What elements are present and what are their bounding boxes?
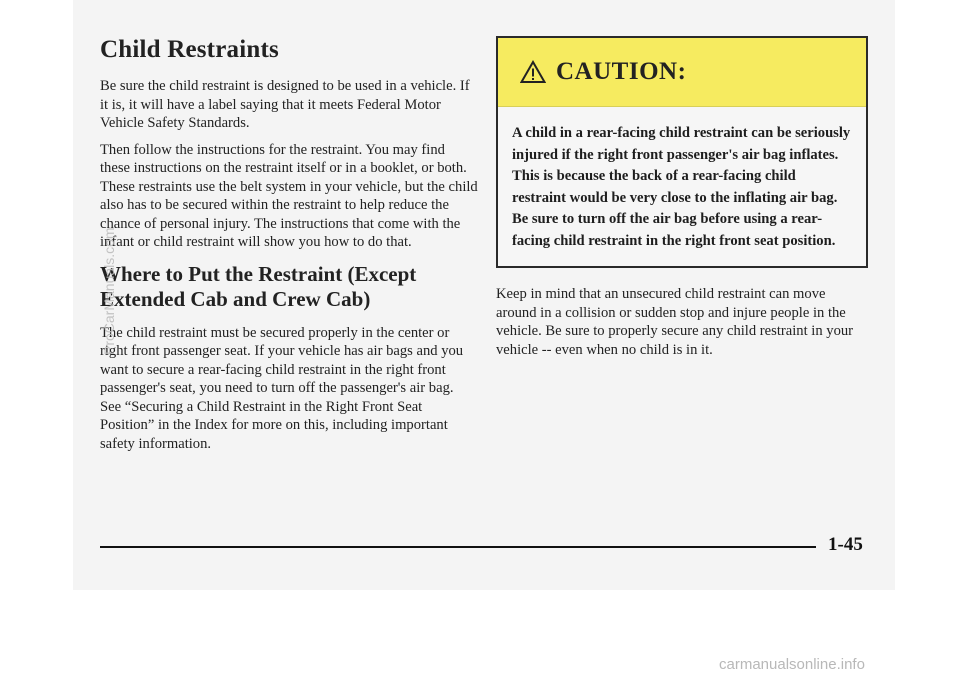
footer-watermark: carmanualsonline.info [719,656,865,673]
instructions-paragraph: Then follow the instructions for the restraint. You may find these instructions on the restraint itself or in a booklet, or both. These restraints use the belt system in your vehicle, but the child also has to be secured within the restraint to help reduce the chance of personal injury. The instructions that come with the infant or child restraint will show you how to do that. [100,141,478,250]
right-column [496,36,868,367]
left-column [100,36,478,461]
section-heading: Where to Put the Restraint (Except Extended Cab and Crew Cab) [100,261,417,311]
page-title: Child Restraints [100,36,279,63]
caution-text: A child in a rear-facing child restraint can be seriously injured if the right front passenger's air bag inflates. This is because the back of a rear-facing child restraint would be very close to the inflating air bag. Be sure to turn off the air bag before using a rear-facing child restraint in the right front seat position. [512,125,851,249]
unsecured-restraint-paragraph: Keep in mind that an unsecured child restraint can move around in a collision or sudden stop and injure people in the vehicle. Be sure to properly secure any child restraint in your vehicle -- even when no child is in it. [496,286,854,358]
warning-triangle-icon [520,60,546,84]
intro-paragraph: Be sure the child restraint is designed to be used in a vehicle. If it is, it will have a label saying that it meets Federal Motor Vehicle Safety Standards. [100,78,470,131]
caution-header [498,38,866,107]
side-watermark: ProCarManuals.com [101,227,117,355]
page-number: 1-45 [828,534,863,555]
caution-box [496,36,868,268]
placement-paragraph: The child restraint must be secured properly in the center or right front passenger seat. If your vehicle has air bags and you want to secure a rear-facing child restraint in the right front passenger's seat, you need to turn off the passenger's air bag. See “Securing a Child Restraint in the Right Front Seat Position” in the Index for more on this, including important safety information. [100,324,464,452]
bottom-divider [100,546,816,548]
caution-title: CAUTION: [556,58,687,85]
